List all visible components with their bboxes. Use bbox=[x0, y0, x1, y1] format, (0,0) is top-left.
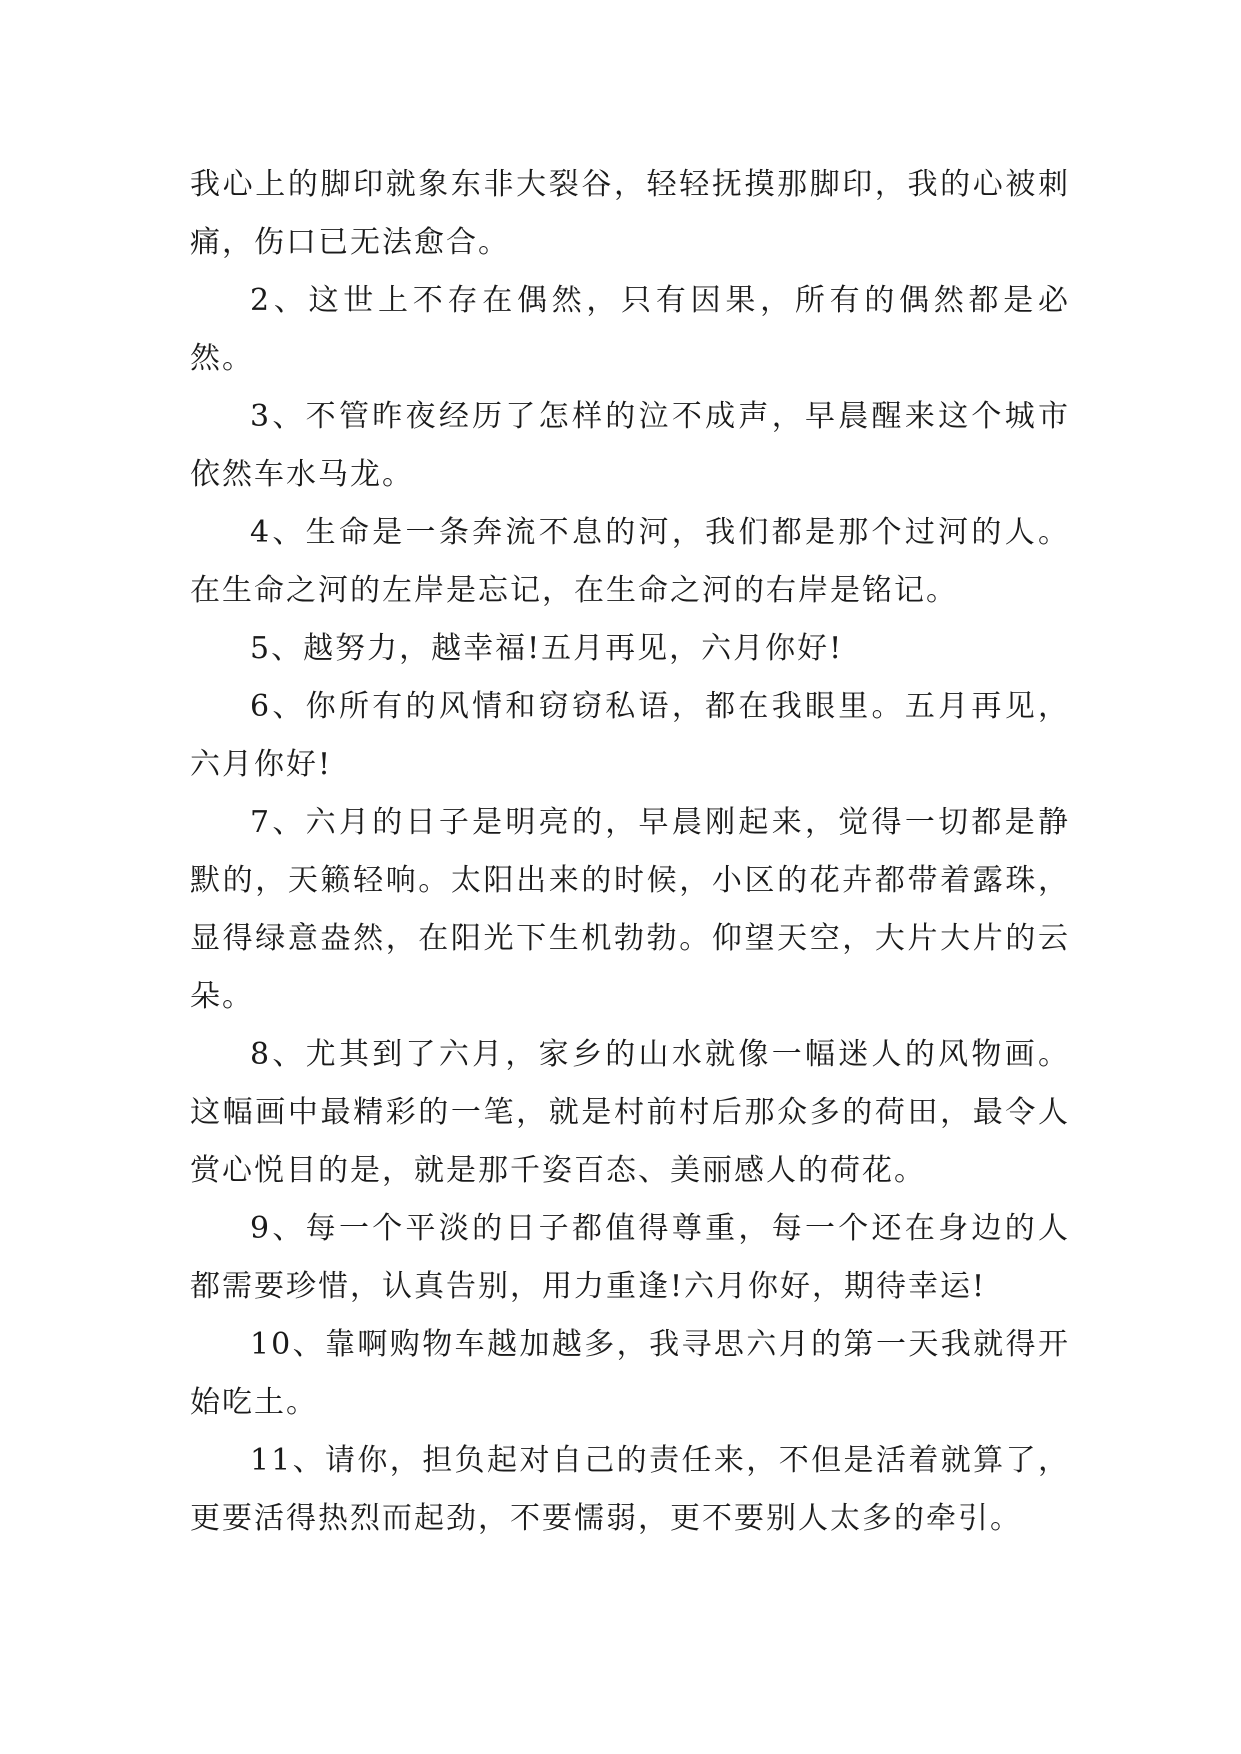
paragraph-item-2: 2、这世上不存在偶然，只有因果，所有的偶然都是必然。 bbox=[190, 283, 1070, 376]
paragraph-item-8: 8、尤其到了六月，家乡的山水就像一幅迷人的风物画。这幅画中最精彩的一笔，就是村前村后那众多的荷田，最令人赏心悦目的是，就是那千姿百态、美丽感人的荷花。 bbox=[190, 1037, 1070, 1188]
paragraph-item-11: 11、请你，担负起对自己的责任来，不但是活着就算了，更要活得热烈而起劲，不要懦弱，更不要别人太多的牵引。 bbox=[190, 1443, 1070, 1536]
paragraph-item-6: 6、你所有的风情和窃窃私语，都在我眼里。五月再见，六月你好! bbox=[190, 689, 1070, 782]
paragraph-item-5: 5、越努力，越幸福!五月再见，六月你好! bbox=[250, 631, 844, 666]
paragraph-item-9: 9、每一个平淡的日子都值得尊重，每一个还在身边的人都需要珍惜，认真告别，用力重逢!六月你好，期待幸运! bbox=[190, 1211, 1070, 1304]
paragraph-item-7: 7、六月的日子是明亮的，早晨刚起来，觉得一切都是静默的，天籁轻响。太阳出来的时候，小区的花卉都带着露珠，显得绿意盎然，在阳光下生机勃勃。仰望天空，大片大片的云朵。 bbox=[190, 805, 1070, 1014]
document-body bbox=[190, 156, 1070, 1548]
paragraph-item-3: 3、不管昨夜经历了怎样的泣不成声，早晨醒来这个城市依然车水马龙。 bbox=[190, 399, 1070, 492]
paragraph-item-4: 4、生命是一条奔流不息的河，我们都是那个过河的人。在生命之河的左岸是忘记，在生命之河的右岸是铭记。 bbox=[190, 515, 1070, 608]
paragraph-continued: 我心上的脚印就象东非大裂谷，轻轻抚摸那脚印，我的心被刺痛，伤口已无法愈合。 bbox=[190, 167, 1070, 260]
paragraph-item-10: 10、靠啊购物车越加越多，我寻思六月的第一天我就得开始吃土。 bbox=[190, 1327, 1070, 1420]
